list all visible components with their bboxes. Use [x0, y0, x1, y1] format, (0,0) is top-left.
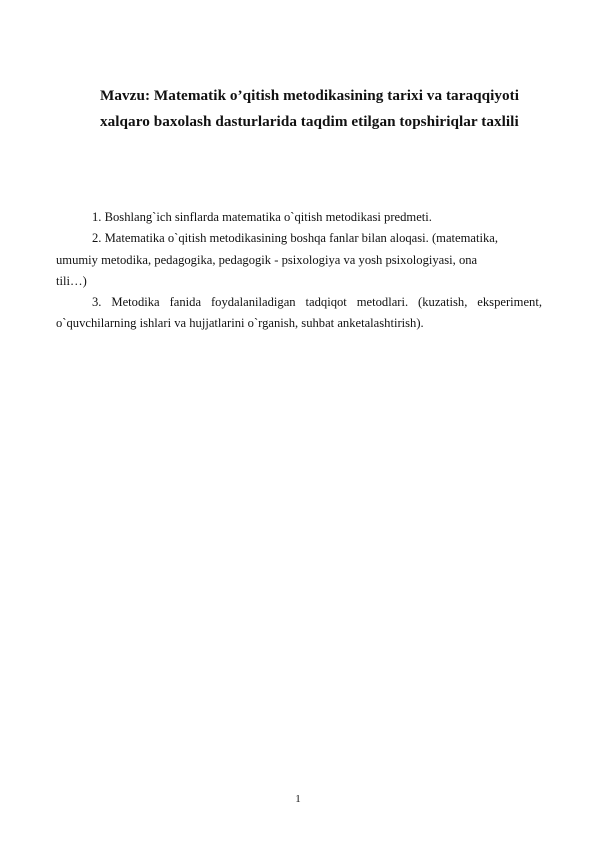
page-number: 1	[295, 793, 301, 805]
list-item-2-line-3: tili…)	[56, 273, 87, 288]
list-item-2-line-2: umumiy metodika, pedagogika, pedagogik - psixologiya va yosh psixologiyasi, ona	[56, 252, 478, 267]
title-line-2: xalqaro baxolash dasturlarida taqdim etilgan topshiriqlar taxlili	[100, 113, 519, 130]
list-item-2	[56, 228, 542, 292]
list-item-1-line-1: 1. Boshlang`ich sinflarda matematika o`qitish metodikasi predmeti.	[92, 210, 432, 224]
list-item-3	[56, 292, 542, 335]
title-line-1: Mavzu: Matematik o’qitish metodikasining tarixi va taraqqiyoti	[100, 87, 520, 104]
topic-list	[56, 207, 542, 335]
document-title	[100, 83, 560, 135]
list-item-3-line-1: 3. Metodika fanida foydalaniladigan tadqiqot metodlari. (kuzatish, eksperiment,	[92, 295, 542, 310]
list-item-2-line-1: 2. Matematika o`qitish metodikasining boshqa fanlar bilan aloqasi. (matematika,	[92, 231, 499, 246]
list-item-3-line-2: o`quvchilarning ishlari va hujjatlarini o`rganish, suhbat anketalashtirish).	[56, 316, 424, 331]
list-item-1	[56, 207, 542, 228]
